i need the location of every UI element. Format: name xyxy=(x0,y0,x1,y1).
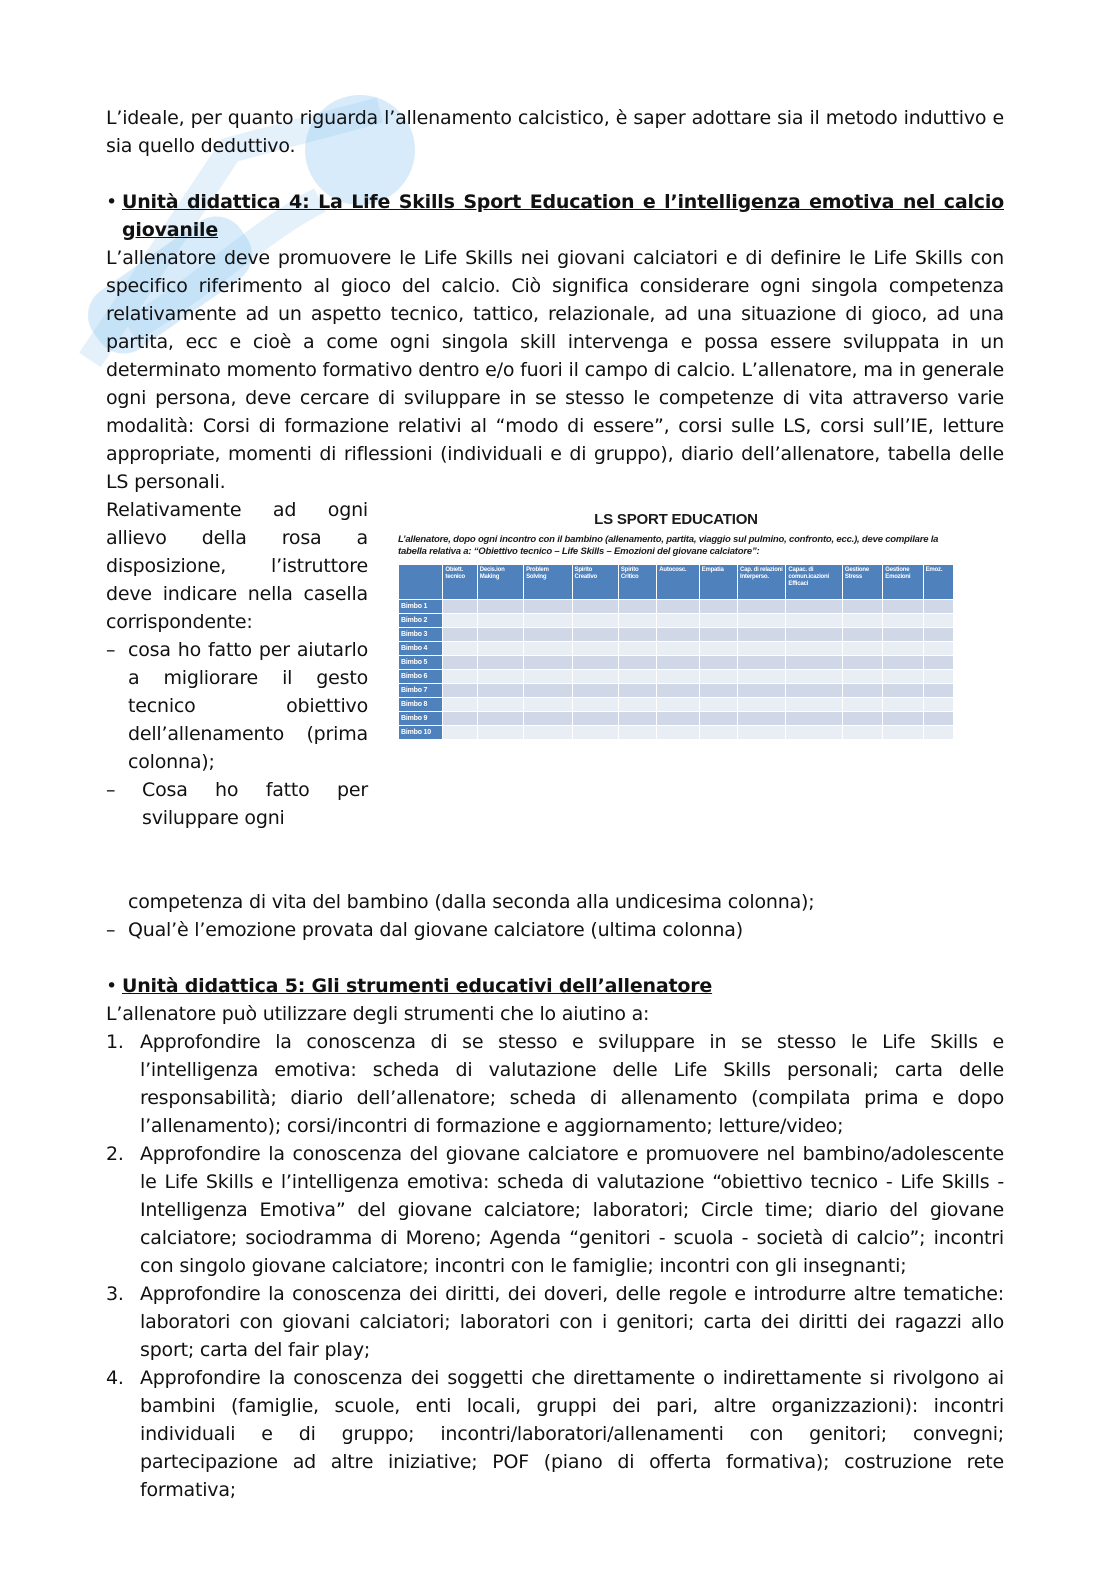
list-item xyxy=(106,1028,1004,1140)
table-cell xyxy=(657,614,699,628)
table-cell xyxy=(618,642,656,656)
table-cell xyxy=(923,670,953,684)
list-item xyxy=(106,776,368,832)
table-cell xyxy=(842,670,882,684)
table-cell xyxy=(524,698,572,712)
table-cell xyxy=(699,698,737,712)
row-label: Bimbo 6 xyxy=(399,670,443,684)
list-item xyxy=(106,1280,1004,1364)
side-intro: Relativamente ad ogni allievo della rosa a disposizione, l’istruttore deve indicare nella casella corrispondente: xyxy=(106,499,368,633)
document-page xyxy=(106,104,1004,1504)
table-header-cell: Obiett. tecnico xyxy=(443,565,477,600)
table-cell xyxy=(477,614,523,628)
table-cell xyxy=(524,656,572,670)
table-cell xyxy=(923,726,953,740)
table-header-row xyxy=(399,565,954,600)
table-cell xyxy=(923,628,953,642)
table-cell xyxy=(737,600,785,614)
table-cell xyxy=(572,712,618,726)
table-cell xyxy=(842,698,882,712)
table-cell xyxy=(477,628,523,642)
table-cell xyxy=(443,628,477,642)
table-header-cell: Problem Solving xyxy=(524,565,572,600)
table-cell xyxy=(883,712,923,726)
table-cell xyxy=(443,712,477,726)
table-header-cell: Decis.ion Making xyxy=(477,565,523,600)
table-cell xyxy=(618,712,656,726)
table-cell xyxy=(923,698,953,712)
ls-table xyxy=(398,564,954,740)
table-cell xyxy=(657,656,699,670)
row-label: Bimbo 10 xyxy=(399,726,443,740)
table-cell xyxy=(657,698,699,712)
table-cell xyxy=(477,670,523,684)
table-cell xyxy=(524,614,572,628)
item-text: Approfondire la conoscenza di se stesso e sviluppare in se stesso le Life Skills e l’intelligenza emotiva: scheda di valutazione delle Life Skills personali; carta delle responsabilità; diario dell’allenatore; scheda di allenamento (compilata prima e dopo l’allenamento); corsi/incontri di formazione e aggiornamento; letture/video; xyxy=(140,1031,1004,1137)
table-cell xyxy=(618,684,656,698)
table-cell xyxy=(923,642,953,656)
table-cell xyxy=(737,656,785,670)
table-row xyxy=(399,698,954,712)
table-cell xyxy=(657,712,699,726)
item-text: Approfondire la conoscenza dei soggetti che direttamente o indirettamente si rivolgono ai bambini (famiglie, scuole, enti locali, gruppi dei pari, altre organizzazioni): incontri individuali e di gruppo; incontri/laboratori/allenamenti con genitori; convegni; partecipazione ad altre iniziative; POF (piano di offerta formativa); costruzione rete formativa; xyxy=(140,1367,1004,1501)
bullet-icon: • xyxy=(106,975,118,997)
table-cell xyxy=(657,670,699,684)
table-cell xyxy=(477,684,523,698)
item-number: 1. xyxy=(106,1031,124,1053)
table-cell xyxy=(618,614,656,628)
item-number: 4. xyxy=(106,1367,124,1389)
table-row xyxy=(399,684,954,698)
table-cell xyxy=(786,656,843,670)
side-text xyxy=(106,496,368,832)
table-cell xyxy=(737,712,785,726)
unit4-paragraph: L’allenatore deve promuovere le Life Skills nei giovani calciatori e di definire le Life Skills con specifico riferimento al gioco del calcio. Ciò significa considerare ogni singola competenza relativamente ad un aspetto tecnico, tattico, relazionale, ad una situazione di gioco, ad una partita, ecc e cioè a come ogni singola skill intervenga e possa essere sviluppata in un determinato momento formativo dentro e/o fuori il campo di calcio. L’allenatore, ma in generale ogni persona, deve cercare di sviluppare in se stesso le competenze di vita attraverso varie modalità: Corsi di formazione relativi al “modo di essere”, corsi sulle LS, corsi sull’IE, letture appropriate, momenti di riflessioni (individuali e di gruppo), diario dell’allenatore, tabella delle LS personali. xyxy=(106,247,1004,493)
table-cell xyxy=(883,726,923,740)
row-label: Bimbo 1 xyxy=(399,600,443,614)
unit4-heading xyxy=(106,188,1004,244)
table-header-cell: Empatia xyxy=(699,565,737,600)
table-cell xyxy=(842,656,882,670)
table-cell xyxy=(477,698,523,712)
table-cell xyxy=(923,614,953,628)
table-caption: L’allenatore, dopo ogni incontro con il bambino (allenamento, partita, viaggio sul pulmino, confronto, ecc.), deve compilare la tabella relativa a: “Obiettivo tecnico – Life Skills – Emozioni del giovane calciatore”: xyxy=(398,534,939,557)
table-cell xyxy=(786,600,843,614)
table-cell xyxy=(618,726,656,740)
table-cell xyxy=(657,726,699,740)
table-cell xyxy=(883,656,923,670)
table-cell xyxy=(737,670,785,684)
table-cell xyxy=(477,712,523,726)
table-row xyxy=(399,656,954,670)
table-cell xyxy=(883,670,923,684)
table-cell xyxy=(443,600,477,614)
row-label: Bimbo 8 xyxy=(399,698,443,712)
table-cell xyxy=(477,726,523,740)
table-cell xyxy=(842,600,882,614)
row-label: Bimbo 4 xyxy=(399,642,443,656)
table-cell xyxy=(657,642,699,656)
table-cell xyxy=(699,642,737,656)
table-cell xyxy=(524,684,572,698)
table-cell xyxy=(737,628,785,642)
table-section xyxy=(106,496,1004,888)
table-cell xyxy=(699,656,737,670)
table-cell xyxy=(883,684,923,698)
table-cell xyxy=(572,698,618,712)
table-cell xyxy=(923,600,953,614)
table-cell xyxy=(699,614,737,628)
table-cell xyxy=(477,656,523,670)
dash-icon: – xyxy=(106,639,116,661)
table-cell xyxy=(699,600,737,614)
table-cell xyxy=(923,684,953,698)
table-cell xyxy=(786,614,843,628)
dash-icon: – xyxy=(106,919,116,941)
item2-continuation: competenza di vita del bambino (dalla seconda alla undicesima colonna); xyxy=(128,891,815,913)
table-cell xyxy=(443,614,477,628)
table-header-cell: Spirito Creativo xyxy=(572,565,618,600)
table-header-cell: Gestione Emozioni xyxy=(883,565,923,600)
table-cell xyxy=(618,600,656,614)
table-cell xyxy=(883,642,923,656)
table-cell xyxy=(572,670,618,684)
item-text: Cosa ho fatto per sviluppare ogni xyxy=(142,779,368,829)
table-cell xyxy=(443,684,477,698)
table-cell xyxy=(572,656,618,670)
table-cell xyxy=(786,698,843,712)
table-cell xyxy=(923,656,953,670)
table-row xyxy=(399,712,954,726)
table-cell xyxy=(572,614,618,628)
table-cell xyxy=(657,628,699,642)
table-cell xyxy=(657,684,699,698)
table-row xyxy=(399,726,954,740)
table-cell xyxy=(443,698,477,712)
table-cell xyxy=(737,726,785,740)
tools-list xyxy=(106,1028,1004,1504)
table-cell xyxy=(737,614,785,628)
table-cell xyxy=(737,684,785,698)
table-row xyxy=(399,670,954,684)
table-cell xyxy=(786,726,843,740)
table-cell xyxy=(572,726,618,740)
table-cell xyxy=(883,628,923,642)
item-text: Qual’è l’emozione provata dal giovane calciatore (ultima colonna) xyxy=(128,919,743,941)
table-row xyxy=(399,614,954,628)
table-title: LS SPORT EDUCATION xyxy=(594,511,758,528)
table-cell xyxy=(618,628,656,642)
item-number: 2. xyxy=(106,1143,124,1165)
row-label: Bimbo 3 xyxy=(399,628,443,642)
table-cell xyxy=(786,642,843,656)
dash-icon: – xyxy=(106,779,116,801)
table-cell xyxy=(842,684,882,698)
table-cell xyxy=(443,656,477,670)
table-cell xyxy=(618,698,656,712)
table-cell xyxy=(572,628,618,642)
table-cell xyxy=(737,698,785,712)
table-row xyxy=(399,628,954,642)
table-cell xyxy=(572,684,618,698)
unit4-title: Unità didattica 4: La Life Skills Sport Education e l’intelligenza emotiva nel calcio giovanile xyxy=(122,191,1004,241)
table-cell xyxy=(842,726,882,740)
table-cell xyxy=(618,656,656,670)
table-header-cell: Gestione Stress xyxy=(842,565,882,600)
table-cell xyxy=(786,712,843,726)
ls-table-figure xyxy=(398,510,954,740)
table-cell xyxy=(699,712,737,726)
table-header-cell: Emoz. xyxy=(923,565,953,600)
table-header-cell: Cap. di relazioni Interperso. xyxy=(737,565,785,600)
table-cell xyxy=(699,726,737,740)
table-cell xyxy=(786,684,843,698)
table-cell xyxy=(699,684,737,698)
table-cell xyxy=(443,642,477,656)
table-cell xyxy=(524,670,572,684)
table-cell xyxy=(524,600,572,614)
item-number: 3. xyxy=(106,1283,124,1305)
unit5-lead: L’allenatore può utilizzare degli strumenti che lo aiutino a: xyxy=(106,1003,650,1025)
row-label: Bimbo 2 xyxy=(399,614,443,628)
table-cell xyxy=(524,628,572,642)
table-cell xyxy=(786,628,843,642)
table-cell xyxy=(883,698,923,712)
unit5-title: Unità didattica 5: Gli strumenti educativi dell’allenatore xyxy=(122,975,713,997)
list-item xyxy=(106,1140,1004,1280)
table-cell xyxy=(477,600,523,614)
table-cell xyxy=(699,628,737,642)
list-item xyxy=(106,1364,1004,1504)
table-cell xyxy=(443,670,477,684)
table-header-cell: Spirito Critico xyxy=(618,565,656,600)
item-text: cosa ho fatto per aiutarlo a migliorare il gesto tecnico obiettivo dell’allenamento (prima colonna); xyxy=(128,639,368,773)
table-cell xyxy=(657,600,699,614)
table-cell xyxy=(842,614,882,628)
table-cell xyxy=(737,642,785,656)
table-cell xyxy=(618,670,656,684)
table-cell xyxy=(572,642,618,656)
table-header-cell: Autocosc. xyxy=(657,565,699,600)
table-cell xyxy=(443,726,477,740)
row-label: Bimbo 5 xyxy=(399,656,443,670)
table-cell xyxy=(699,670,737,684)
table-cell xyxy=(786,670,843,684)
table-cell xyxy=(572,600,618,614)
table-header-cell xyxy=(399,565,443,600)
table-cell xyxy=(883,600,923,614)
table-cell xyxy=(524,712,572,726)
table-cell xyxy=(524,642,572,656)
table-header-cell: Capac. di comun.icazioni Efficaci xyxy=(786,565,843,600)
item-text: Approfondire la conoscenza del giovane calciatore e promuovere nel bambino/adolescente le Life Skills e l’intelligenza emotiva: scheda di valutazione “obiettivo tecnico - Life Skills - Intelligenza Emotiva” del giovane calciatore; laboratori; Circle time; diario del giovane calciatore; sociodramma di Moreno; Agenda “genitori - scuola - società di calcio”; incontri con singolo giovane calciatore; incontri con le famiglie; incontri con gli insegnanti; xyxy=(140,1143,1004,1277)
row-label: Bimbo 9 xyxy=(399,712,443,726)
table-cell xyxy=(842,712,882,726)
bullet-icon: • xyxy=(106,191,118,213)
table-cell xyxy=(524,726,572,740)
table-cell xyxy=(883,614,923,628)
table-row xyxy=(399,642,954,656)
list-item xyxy=(106,636,368,776)
unit5-heading xyxy=(106,972,1004,1000)
table-cell xyxy=(477,642,523,656)
table-cell xyxy=(923,712,953,726)
table-row xyxy=(399,600,954,614)
table-cell xyxy=(842,628,882,642)
list-item xyxy=(106,916,1004,944)
table-cell xyxy=(842,642,882,656)
row-label: Bimbo 7 xyxy=(399,684,443,698)
item-text: Approfondire la conoscenza dei diritti, dei doveri, delle regole e introdurre altre tematiche: laboratori con giovani calciatori; laboratori con i genitori; carta dei diritti dei ragazzi allo sport; carta del fair play; xyxy=(140,1283,1004,1361)
intro-paragraph: L’ideale, per quanto riguarda l’allenamento calcistico, è saper adottare sia il metodo induttivo e sia quello deduttivo. xyxy=(106,107,1004,157)
